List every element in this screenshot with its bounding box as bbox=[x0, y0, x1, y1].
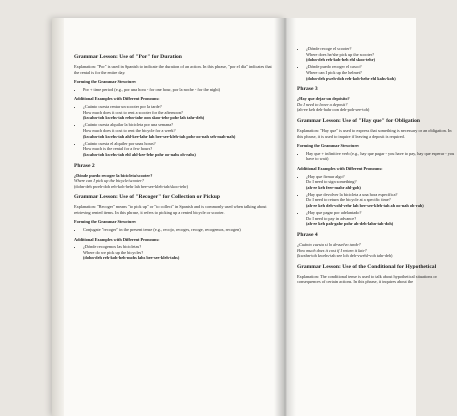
example-translation: Do I need to return the bicycle at a specific time? bbox=[306, 197, 391, 203]
example-pronunciation: (kwahn-toh kwehs-tah rehn-tahr oon skoo-tehr pohr lah tahr-deh) bbox=[83, 115, 205, 121]
example-pronunciation: (dohn-deh reh-koh-heh ehl skoo-tehr) bbox=[306, 57, 376, 63]
example-question: ¿Hay que devolver la bicicleta a una hora específica? bbox=[306, 191, 398, 197]
phrase-pronunciation: (kwahn-toh kwehs-tah see loh deh-vwehl-voh tahr-deh) bbox=[297, 253, 393, 259]
example-translation: How much is the rental for a few hours? bbox=[83, 146, 153, 152]
lesson-title: Grammar Lesson: Use of "Por" for Duration bbox=[74, 54, 182, 60]
structure-heading: Forming the Grammar Structure: bbox=[297, 143, 360, 149]
lesson-explanation: Explanation: "Hay que" is used to express that something is necessary or an obligation. In this phrase, it is used to inquire if leaving a deposit is required. bbox=[297, 127, 452, 139]
example-translation: Where do we pick up the bicycles? bbox=[83, 249, 144, 255]
phrase-label: Phrase 2 bbox=[74, 162, 95, 169]
example-translation: Where can I pick up the helmet? bbox=[306, 69, 362, 75]
example-translation: Where does he/she pick up the scooter? bbox=[306, 51, 375, 57]
phrase-pronunciation: (ah-ee keh deh-hahr oon deh-poh-see-toh) bbox=[297, 107, 370, 113]
example-pronunciation: (kwahn-toh kwehs-tah ehl ahl-kee-lehr pohr oo-nahs oh-rahs) bbox=[83, 151, 196, 157]
book-gutter bbox=[274, 18, 296, 416]
examples-list bbox=[297, 46, 457, 81]
example-question: ¿Dónde recoge el scooter? bbox=[306, 46, 352, 51]
example-question: ¿Cuánto cuesta rentar un scooter por la tarde? bbox=[83, 103, 162, 109]
right-page bbox=[285, 18, 455, 416]
example-pronunciation: (dohn-deh pweh-doh reh-koh-hehr ehl kahs-koh) bbox=[306, 75, 396, 81]
open-book bbox=[52, 18, 455, 416]
examples-heading: Additional Examples with Different Pronouns: bbox=[74, 236, 160, 242]
example-pronunciation: (ah-ee keh pah-gahr pohr ah-deh-lahn-tah-doh) bbox=[306, 221, 394, 227]
structure-item: • Por + time period (e.g., por una hora - for one hour, por la noche - for the night) bbox=[83, 87, 274, 93]
phrase-question: ¿Hay que dejar un depósito? bbox=[297, 96, 350, 102]
example-item bbox=[306, 192, 457, 209]
example-item bbox=[83, 244, 274, 261]
example-item bbox=[306, 46, 457, 63]
example-item bbox=[83, 122, 274, 139]
example-question: ¿Cuánto cuesta el alquiler por unas horas? bbox=[83, 140, 156, 146]
lesson-title: Grammar Lesson: Use of the Conditional for Hypothetical bbox=[297, 263, 437, 270]
structure-list bbox=[74, 87, 274, 93]
example-item bbox=[306, 174, 457, 191]
phrase-translation: Where can I pick up the bicycle/scooter? bbox=[74, 178, 144, 184]
structure-item: • Conjugate "recoger" in the present tense (e.g., recojo, recoges, recoge, recogemos, recogen) bbox=[83, 227, 274, 233]
structure-heading: Forming the Grammar Structure: bbox=[74, 219, 137, 225]
phrase-translation: How much does it cost if I return it late? bbox=[297, 247, 367, 253]
lesson-explanation: Explanation: The conditional tense is used to talk about hypothetical situations or consequences of certain actions. In this phrase, it inquires about the bbox=[297, 273, 437, 285]
example-pronunciation: (kwahn-toh kwehs-tah ahl-kee-lahr lah bee-see-kleh-tah pohr oo-nah seh-mah-nah) bbox=[83, 133, 236, 139]
example-question: ¿Dónde puedo recoger el casco? bbox=[306, 64, 362, 70]
example-pronunciation: (ah-ee keh deh-vohl-vehr lah bee-see-kleh-tah ah oo-nah oh-rah) bbox=[306, 203, 424, 209]
example-item bbox=[83, 141, 274, 158]
page-edge bbox=[52, 18, 64, 416]
examples-list bbox=[74, 104, 274, 158]
examples-heading: Additional Examples with Different Pronouns: bbox=[297, 165, 383, 171]
examples-heading: Additional Examples with Different Pronouns: bbox=[74, 96, 160, 102]
phrase-translation: Do I need to leave a deposit? bbox=[297, 101, 348, 107]
left-page bbox=[52, 18, 285, 416]
structure-list bbox=[74, 227, 274, 233]
lesson-explanation: Explanation: "Recoger" means "to pick up" or "to collect" in Spanish and is commonly used when talking about retrieving rented items. In this phrase, it refers to picking up a rented bicycle or scooter. bbox=[74, 204, 267, 215]
lesson-title: Grammar Lesson: Use of "Recoger" for Collection or Pickup bbox=[74, 194, 221, 201]
left-page-content bbox=[74, 54, 274, 263]
phrase-label: Phrase 4 bbox=[297, 232, 318, 239]
lesson-explanation: Explanation: "Por" is used in Spanish to indicate the duration of an action. In this phrase, "por el día" indicates that the rental is for the entire day. bbox=[74, 64, 272, 75]
phrase-question: ¿Cuánto cuesta si lo devuelvo tarde? bbox=[297, 242, 361, 248]
phrase-pronunciation: (dohn-deh pweh-doh reh-koh-hehr lah bee-see-kleh-tah/skoo-tehr) bbox=[74, 183, 189, 189]
example-pronunciation: (dohn-deh reh-koh-heh-mohs lahs bee-see-kleh-tahs) bbox=[83, 255, 180, 261]
right-page-content bbox=[297, 46, 457, 287]
example-translation: How much does it cost to rent the bicycle for a week? bbox=[83, 127, 176, 133]
examples-list bbox=[74, 244, 274, 261]
structure-heading: Forming the Grammar Structure: bbox=[74, 79, 137, 85]
phrase-question: ¿Dónde puedo recoger la bicicleta/scooter? bbox=[74, 172, 153, 178]
example-question: ¿Hay que firmar algo? bbox=[306, 173, 345, 179]
examples-list bbox=[297, 174, 457, 228]
example-question: ¿Hay que pagar por adelantado? bbox=[306, 210, 362, 216]
lesson-title: Grammar Lesson: Use of "Hay que" for Obligation bbox=[297, 117, 421, 124]
example-translation: Do I need to sign something? bbox=[306, 179, 357, 185]
example-item bbox=[306, 64, 457, 81]
example-translation: Do I need to pay in advance? bbox=[306, 215, 357, 221]
example-pronunciation: (ah-ee keh feer-mahr ahl-goh) bbox=[306, 184, 361, 190]
structure-list bbox=[297, 151, 457, 162]
example-question: ¿Dónde recogemos las bicicletas? bbox=[83, 244, 142, 250]
phrase-label: Phrase 3 bbox=[297, 86, 318, 93]
example-item bbox=[306, 210, 457, 227]
example-question: ¿Cuánto cuesta alquilar la bicicleta por una semana? bbox=[83, 122, 174, 128]
structure-item: • Hay que + infinitive verb (e.g., hay que pagar - you have to pay, hay que esperar - you have to wait) bbox=[306, 151, 457, 162]
example-item bbox=[83, 104, 274, 121]
example-translation: How much does it cost to rent a scooter for the afternoon? bbox=[83, 109, 183, 115]
